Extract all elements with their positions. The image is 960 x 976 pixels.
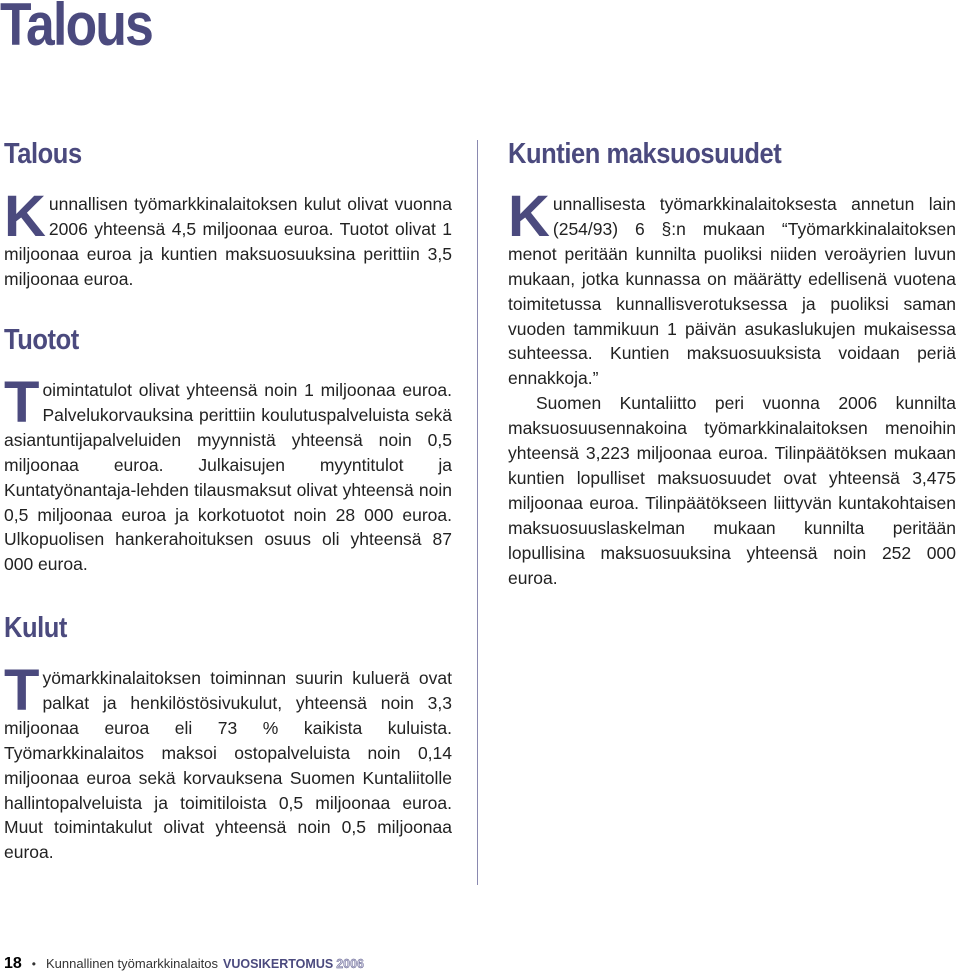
- section-body-maksuosuudet-2: [508, 391, 956, 590]
- page-footer: [4, 955, 364, 973]
- page-title: Talous: [0, 0, 153, 58]
- section-title-maksuosuudet: Kuntien maksuosuudet: [508, 138, 782, 170]
- section-body-tuotot: [4, 370, 452, 577]
- footer-bullet: •: [31, 957, 36, 971]
- report-name: VUOSIKERTOMUS: [222, 957, 334, 971]
- paragraph-text: Suomen Kuntaliitto peri vuonna 2006 kunnilta maksuosuusennakoina työmarkkinalaitoksen menoihin yhteensä 3,223 miljoonaa euroa. Tilinpäätöksen mukaan kuntien lopulliset maksuosuudet ovat yhteensä 3,475 miljoonaa euroa. Tilinpäätökseen liittyvän kuntakohtaisen maksuosuuslaskelman mukaan kunnilta peritään lopullisina maksuosuuksina yhteensä noin 252 000 euroa.: [508, 393, 956, 588]
- drop-cap: K: [4, 184, 46, 249]
- report-year: 2006: [336, 957, 364, 971]
- section-title-kulut: Kulut: [4, 612, 68, 644]
- section-title-talous: Talous: [4, 138, 82, 170]
- section-talous: [4, 136, 452, 292]
- section-body-talous: [4, 184, 452, 292]
- paragraph-text: unnallisesta työmarkkinalaitoksesta annetun lain (254/93) 6 §:n mukaan “Työmarkkinalaitoksen menot peritään kunnilta puoliksi niiden veroäyrien luvun mukaan, jotka kunnassa on määrätty edellisenä vuotena toimitetussa kunnallisverotuksessa ja puoliksi saman vuoden tammikuun 1 päivän asukaslukujen mukaisessa suhteessa. Kuntien maksuosuuksista voidaan periä ennakkoja.”: [508, 194, 956, 389]
- column-divider: [477, 140, 478, 885]
- section-maksuosuudet: [508, 136, 956, 591]
- publication-name: Kunnallinen työmarkkinalaitos: [46, 956, 218, 971]
- section-kulut: [4, 610, 452, 865]
- section-tuotot: [4, 322, 452, 577]
- section-body-maksuosuudet: [508, 184, 956, 391]
- drop-cap: K: [508, 184, 550, 249]
- drop-cap: T: [4, 370, 40, 435]
- paragraph-text: yömarkkinalaitoksen toiminnan suurin kuluerä ovat palkat ja henkilöstösivukulut, yhteensä noin 3,3 miljoonaa euroa eli 73 % kaikista kuluista. Työmarkkinalaitos maksoi ostopalveluista noin 0,14 miljoonaa euroa sekä korvauksena Suomen Kuntaliitolle hallintopalveluista ja toimitiloista 0,5 miljoonaa euroa. Muut toimintakulut olivat yhteensä noin 0,5 miljoonaa euroa.: [4, 668, 452, 863]
- section-title-tuotot: Tuotot: [4, 324, 79, 356]
- right-column: [508, 136, 956, 591]
- paragraph-text: unnallisen työmarkkinalaitoksen kulut olivat vuonna 2006 yhteensä 4,5 miljoonaa euroa. Tuotot olivat 1 miljoonaa euroa ja kuntien maksuosuuksina perittiin 3,5 miljoonaa euroa.: [4, 194, 452, 289]
- page-number: 18: [4, 955, 22, 972]
- section-body-kulut: [4, 658, 452, 865]
- paragraph-text: oimintatulot olivat yhteensä noin 1 miljoonaa euroa. Palvelukorvauksina perittiin koulutuspalveluista sekä asiantuntijapalveluiden myynnistä yhteensä noin 0,5 miljoonaa euroa. Julkaisujen myyntitulot ja Kuntatyönantaja-lehden tilausmaksut olivat yhteensä noin 0,5 miljoonaa euroa ja korkotuotot noin 28 000 euroa. Ulkopuolisen hankerahoituksen osuus oli yhteensä 87 000 euroa.: [4, 380, 452, 575]
- drop-cap: T: [4, 658, 40, 723]
